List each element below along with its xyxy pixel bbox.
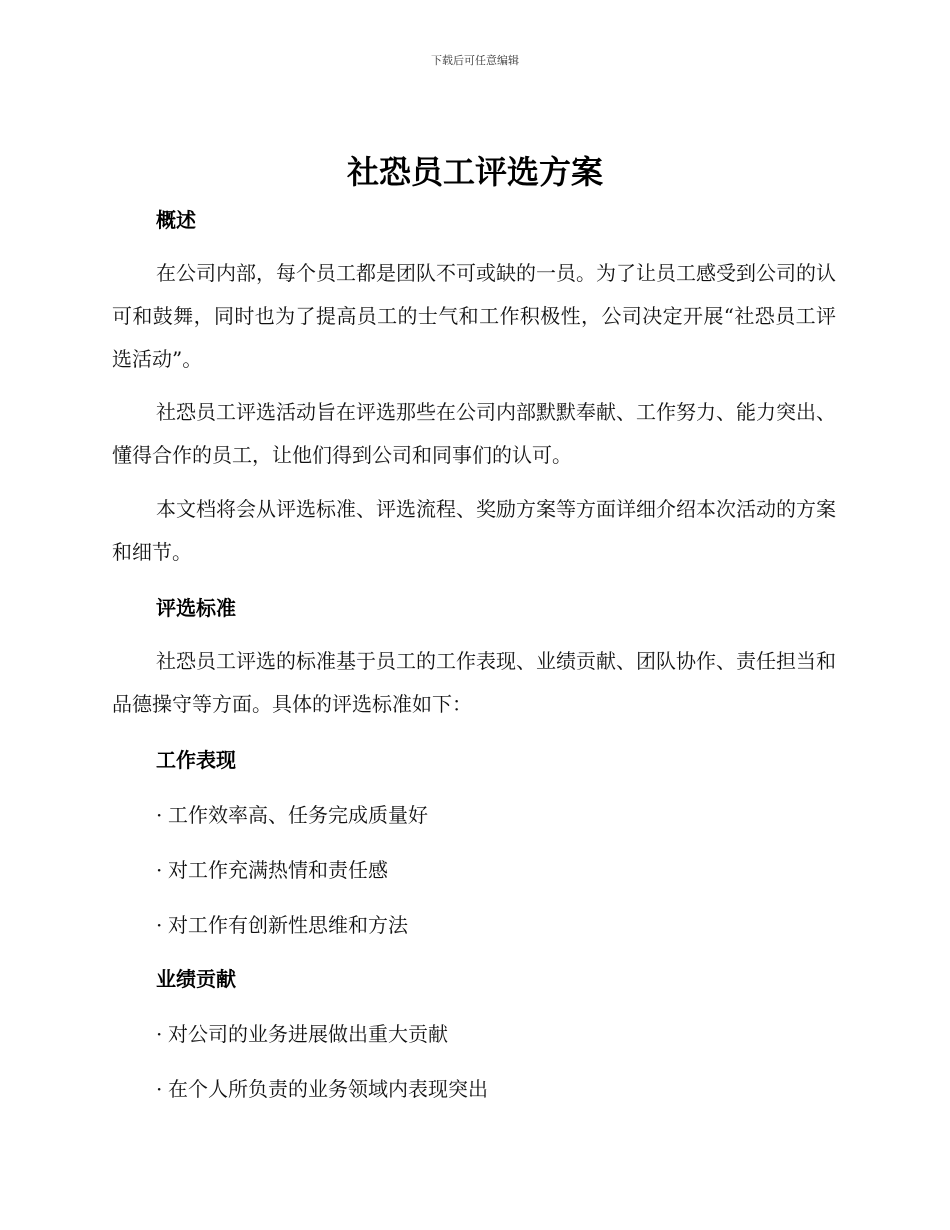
bullet-dot-icon: · xyxy=(156,1022,163,1046)
bullet-item xyxy=(156,911,408,939)
page-header-note: 下载后可任意编辑 xyxy=(431,54,519,67)
document-title: 社恐员工评选方案 xyxy=(346,153,603,191)
bullet-dot-icon: · xyxy=(156,1077,163,1101)
section-heading-overview: 概述 xyxy=(156,208,196,232)
bullet-item xyxy=(156,856,388,884)
subsection-heading-work-performance: 工作表现 xyxy=(156,748,236,772)
subsection-heading-contribution: 业绩贡献 xyxy=(156,967,236,991)
bullet-item xyxy=(156,801,428,829)
bullet-text: 对工作有创新性思维和方法 xyxy=(168,913,408,937)
section-heading-criteria: 评选标准 xyxy=(156,596,236,620)
overview-paragraph-1: 在公司内部，每个员工都是团队不可或缺的一员。为了让员工感受到公司的认可和鼓舞，同时也为了提高员工的士气和工作积极性，公司决定开展“社恐员工评选活动”。 xyxy=(112,261,836,371)
overview-paragraph-3: 本文档将会从评选标准、评选流程、奖励方案等方面详细介绍本次活动的方案和细节。 xyxy=(112,497,836,564)
bullet-dot-icon: · xyxy=(156,858,163,882)
bullet-text: 在个人所负责的业务领域内表现突出 xyxy=(168,1077,488,1101)
bullet-dot-icon: · xyxy=(156,913,163,937)
bullet-dot-icon: · xyxy=(156,803,163,827)
bullet-text: 工作效率高、任务完成质量好 xyxy=(168,803,428,827)
criteria-paragraph: 社恐员工评选的标准基于员工的工作表现、业绩贡献、团队协作、责任担当和品德操守等方面。具体的评选标准如下： xyxy=(112,649,836,716)
bullet-item xyxy=(156,1020,448,1048)
bullet-item xyxy=(156,1075,488,1103)
bullet-text: 对公司的业务进展做出重大贡献 xyxy=(168,1022,448,1046)
overview-paragraph-2: 社恐员工评选活动旨在评选那些在公司内部默默奉献、工作努力、能力突出、懂得合作的员工，让他们得到公司和同事们的认可。 xyxy=(112,400,836,467)
bullet-text: 对工作充满热情和责任感 xyxy=(168,858,388,882)
